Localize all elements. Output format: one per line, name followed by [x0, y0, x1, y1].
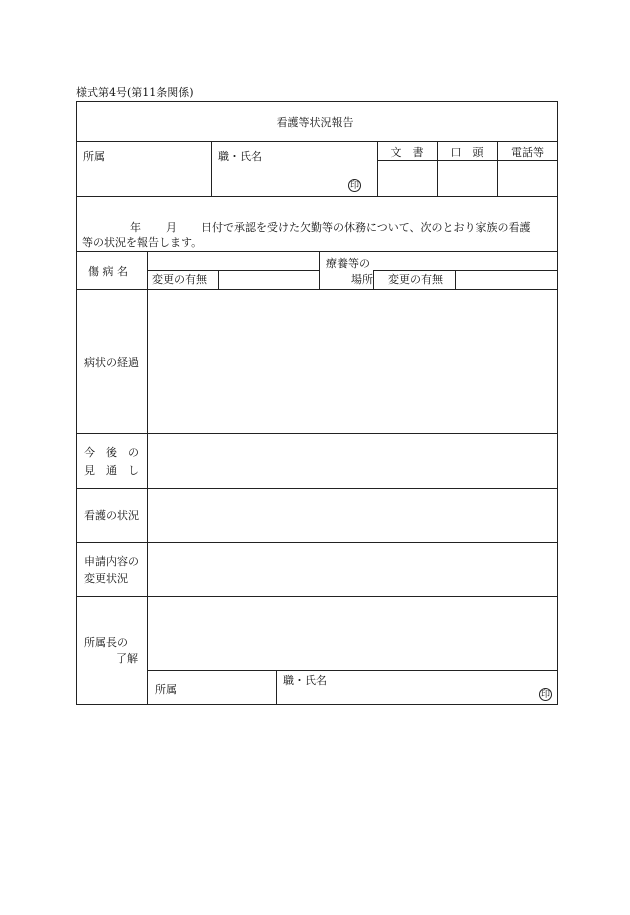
header-divider-1 [211, 141, 212, 196]
footer-affiliation-field[interactable] [178, 672, 274, 703]
phone-label: 電話等 [511, 146, 544, 159]
seal-icon: 印 [349, 181, 359, 191]
month-label: 月 [166, 221, 177, 234]
illness-bottom-line [76, 289, 558, 290]
oral-label: 口 頭 [450, 146, 484, 159]
director-approval-field[interactable] [149, 598, 556, 668]
affiliation-label: 所属 [83, 150, 105, 163]
care-place-field[interactable] [375, 253, 556, 269]
year-field[interactable] [104, 219, 128, 234]
outlook-field[interactable] [149, 435, 556, 486]
care-place-label-1: 療養等の [326, 257, 370, 270]
illness-name-field[interactable] [149, 253, 317, 269]
title-divider [76, 141, 558, 142]
illness-subdivider [147, 270, 319, 271]
application-change-label-2: 変更状況 [84, 572, 128, 585]
year-label: 年 [130, 221, 141, 234]
approval-subdivider [147, 670, 558, 671]
illness-place-divider [319, 251, 320, 289]
document-checkbox[interactable] [379, 162, 436, 195]
outlook-label-1: 今 後 の [84, 446, 139, 459]
place-change-field[interactable] [457, 272, 556, 288]
footer-divider [276, 670, 277, 705]
label-column-divider [147, 251, 148, 705]
care-place-label-2: 場所 [351, 273, 373, 286]
report-method-divider [377, 160, 558, 161]
application-bottom-line [76, 596, 558, 597]
outlook-label-2: 見 通 し [84, 464, 139, 477]
nursing-status-label: 看護の状況 [84, 509, 139, 522]
illness-change-field[interactable] [220, 272, 317, 288]
footer-position-name-field[interactable] [278, 688, 533, 703]
statement-bottom-line [76, 251, 558, 252]
place-change-label: 変更の有無 [388, 273, 443, 286]
outlook-bottom-line [76, 488, 558, 489]
month-field[interactable] [142, 219, 164, 234]
header-bottom-line [76, 196, 558, 197]
director-approval-label-1: 所属長の [84, 636, 128, 649]
form-number: 様式第4号(第11条関係) [76, 86, 194, 99]
statement-line-2: 等の状況を報告します。 [82, 236, 203, 249]
footer-position-name-label: 職・氏名 [283, 674, 327, 687]
director-approval-label-2: 了解 [116, 652, 138, 665]
nursing-status-field[interactable] [149, 490, 556, 540]
symptom-progress-label: 病状の経過 [84, 356, 139, 369]
illness-change-divider [218, 270, 219, 289]
affiliation-field[interactable] [78, 164, 209, 194]
phone-checkbox[interactable] [499, 162, 556, 195]
oral-checkbox[interactable] [439, 162, 496, 195]
footer-seal-icon: 印 [540, 690, 550, 700]
position-name-field[interactable] [213, 164, 343, 194]
application-change-label-1: 申請内容の [84, 555, 139, 568]
place-change-divider [455, 270, 456, 289]
position-name-label: 職・氏名 [218, 150, 262, 163]
symptom-progress-field[interactable] [149, 291, 556, 431]
illness-name-label: 傷 病 名 [88, 265, 128, 278]
statement-line-1: 日付で承認を受けた欠勤等の休務について、次のとおり家族の看護 [201, 221, 531, 234]
nursing-bottom-line [76, 542, 558, 543]
illness-change-label: 変更の有無 [152, 273, 207, 286]
form-title: 看護等状況報告 [276, 116, 354, 129]
symptom-bottom-line [76, 433, 558, 434]
document-label: 文 書 [390, 146, 424, 159]
place-subdivider [373, 270, 558, 271]
application-change-field[interactable] [149, 544, 556, 594]
footer-affiliation-label: 所属 [155, 683, 177, 696]
place-label-divider [373, 270, 374, 289]
day-field[interactable] [178, 219, 200, 234]
